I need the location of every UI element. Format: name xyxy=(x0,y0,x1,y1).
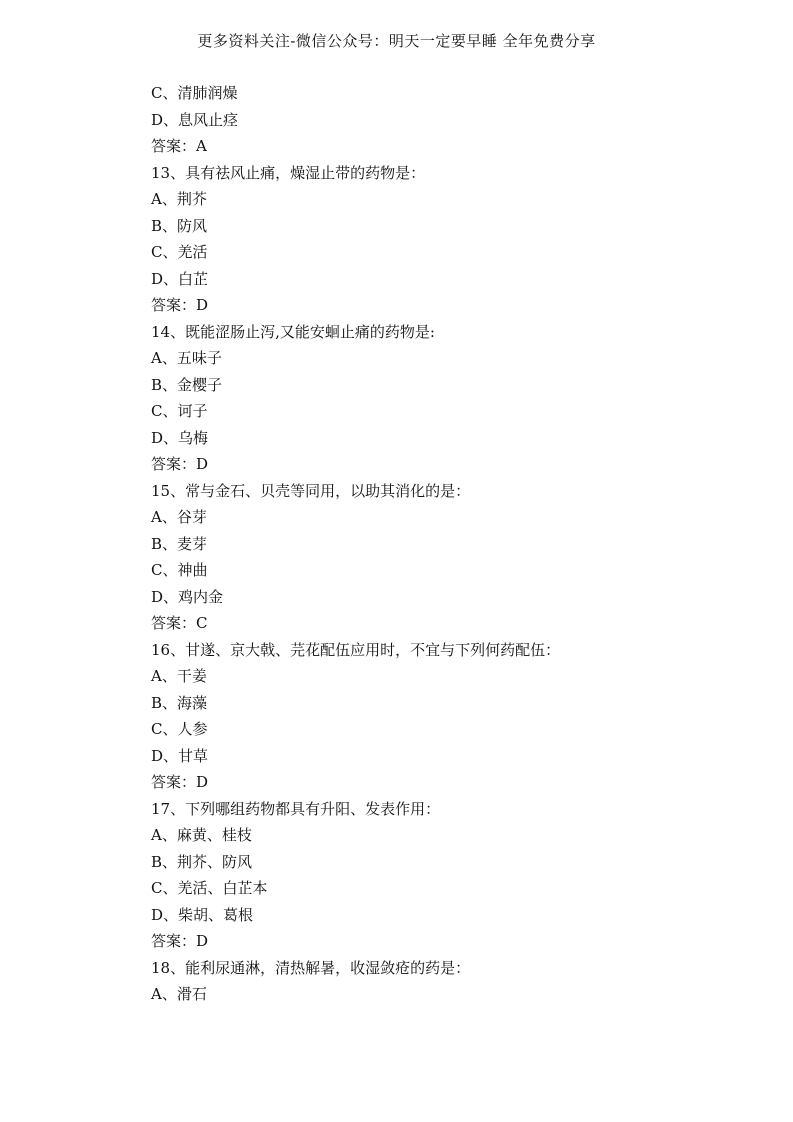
answer-line: 答案：D xyxy=(151,932,209,950)
answer-line: 答案：D xyxy=(151,773,209,791)
answer-line: 答案：A xyxy=(151,137,207,155)
option-line: D、乌梅 xyxy=(151,428,209,447)
option-line: D、息风止痉 xyxy=(151,110,239,129)
option-line: C、人参 xyxy=(151,720,208,738)
option-line: A、麻黄、桂枝 xyxy=(151,826,252,844)
option-line: C、诃子 xyxy=(151,402,208,420)
option-line: D、白芷 xyxy=(151,269,209,288)
option-line: B、海藻 xyxy=(151,693,208,712)
answer-line: 答案：C xyxy=(151,614,208,632)
option-line: C、神曲 xyxy=(151,561,208,579)
question-line: 13、具有祛风止痛，燥湿止带的药物是： xyxy=(151,163,426,182)
option-line: C、羌活 xyxy=(151,243,208,261)
question-line: 17、下列哪组药物都具有升阳、发表作用： xyxy=(151,799,441,818)
question-line: 15、常与金石、贝壳等同用，以助其消化的是： xyxy=(151,481,471,500)
option-line: A、荆芥 xyxy=(151,190,207,208)
option-line: D、柴胡、葛根 xyxy=(151,905,254,924)
question-line: 14、既能涩肠止泻,又能安蛔止痛的药物是: xyxy=(151,322,435,341)
option-line: D、鸡内金 xyxy=(151,587,224,606)
option-line: C、羌活、白芷本 xyxy=(151,879,268,897)
option-line: B、金樱子 xyxy=(151,375,223,394)
option-line: B、荆芥、防风 xyxy=(151,852,253,871)
option-line: B、防风 xyxy=(151,216,208,235)
answer-line: 答案：D xyxy=(151,296,209,314)
option-line: D、甘草 xyxy=(151,746,209,765)
option-line: A、干姜 xyxy=(151,667,207,685)
option-line: A、滑石 xyxy=(151,985,207,1003)
answer-line: 答案：D xyxy=(151,455,209,473)
document-body xyxy=(151,80,751,1008)
option-line: A、五味子 xyxy=(151,349,222,367)
question-line: 16、甘遂、京大戟、芫花配伍应用时，不宜与下列何药配伍： xyxy=(151,640,561,659)
question-line: 18、能利尿通淋，清热解暑，收湿敛疮的药是： xyxy=(151,958,471,977)
option-line: A、谷芽 xyxy=(151,508,207,526)
option-line: B、麦芽 xyxy=(151,534,208,553)
page-header: 更多资料关注-微信公众号：明天一定要早睡 全年免费分享 xyxy=(197,32,596,50)
option-line: C、清肺润燥 xyxy=(151,84,238,102)
